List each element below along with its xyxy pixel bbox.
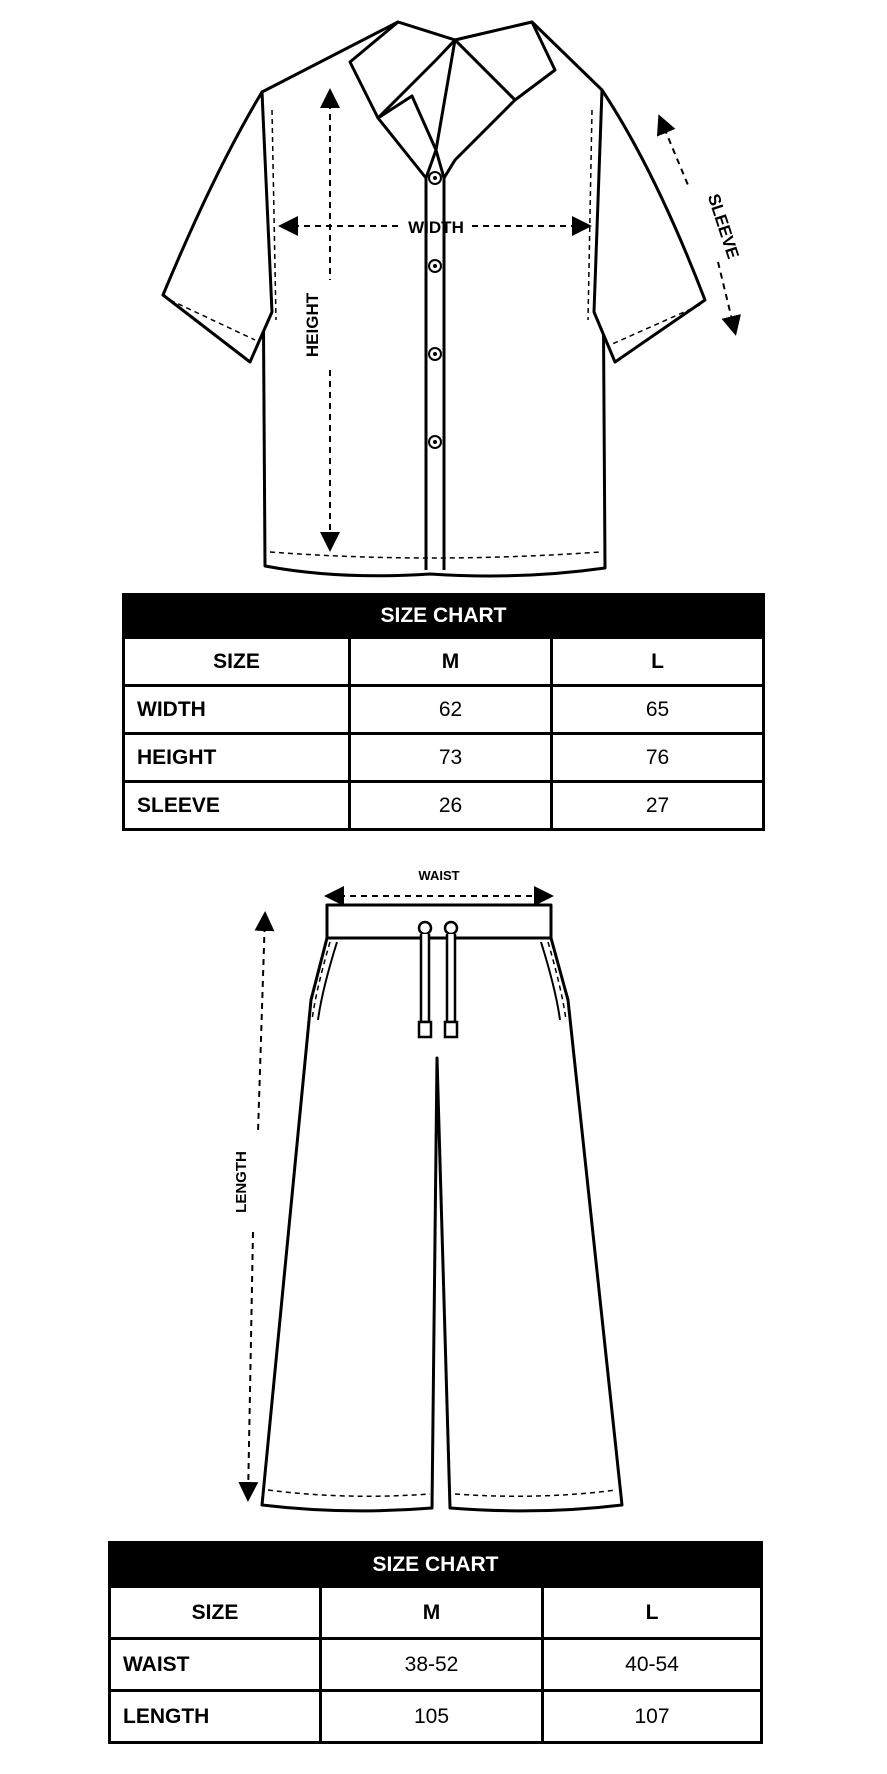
pants-waistband: [327, 905, 551, 938]
cell-value: 65: [552, 686, 764, 734]
width-label: WIDTH: [408, 218, 464, 237]
table-row: [110, 1691, 762, 1743]
drawstring-eyelet: [445, 922, 457, 934]
row-label-waist: WAIST: [110, 1639, 321, 1691]
drawstring-tip: [445, 1022, 457, 1037]
table-row: [124, 782, 764, 830]
length-label: LENGTH: [233, 1151, 250, 1213]
row-label-length: LENGTH: [110, 1691, 321, 1743]
drawstring-eyelet: [419, 922, 431, 934]
pants-size-chart: [108, 1541, 763, 1744]
shirt-chart-title: SIZE CHART: [124, 595, 764, 638]
row-label-sleeve: SLEEVE: [124, 782, 350, 830]
shirt-left-sleeve: [163, 92, 272, 362]
column-header-m: M: [350, 638, 552, 686]
cell-value: 105: [321, 1691, 543, 1743]
height-label: HEIGHT: [303, 292, 322, 358]
length-dimension-line: [258, 915, 265, 1132]
pants-chart-title: SIZE CHART: [110, 1543, 762, 1587]
cell-value: 76: [552, 734, 764, 782]
shirt-size-chart: [122, 593, 765, 831]
sleeve-label: SLEEVE: [703, 191, 743, 262]
cell-value: 62: [350, 686, 552, 734]
cell-value: 26: [350, 782, 552, 830]
table-row: [110, 1639, 762, 1691]
column-header-size: SIZE: [124, 638, 350, 686]
column-header-l: L: [543, 1587, 762, 1639]
table-row: [124, 686, 764, 734]
shirt-right-sleeve: [594, 90, 705, 362]
waist-label: WAIST: [418, 868, 460, 883]
cell-value: 27: [552, 782, 764, 830]
cell-value: 40-54: [543, 1639, 762, 1691]
column-header-l: L: [552, 638, 764, 686]
pants-illustration: [0, 850, 887, 1530]
row-label-width: WIDTH: [124, 686, 350, 734]
cell-value: 38-52: [321, 1639, 543, 1691]
row-label-height: HEIGHT: [124, 734, 350, 782]
drawstring-tip: [419, 1022, 431, 1037]
sleeve-dimension-line: [660, 118, 688, 185]
cell-value: 107: [543, 1691, 762, 1743]
pants-body: [262, 938, 622, 1511]
shirt-illustration: [0, 0, 887, 585]
table-row: [124, 734, 764, 782]
column-header-size: SIZE: [110, 1587, 321, 1639]
column-header-m: M: [321, 1587, 543, 1639]
cell-value: 73: [350, 734, 552, 782]
